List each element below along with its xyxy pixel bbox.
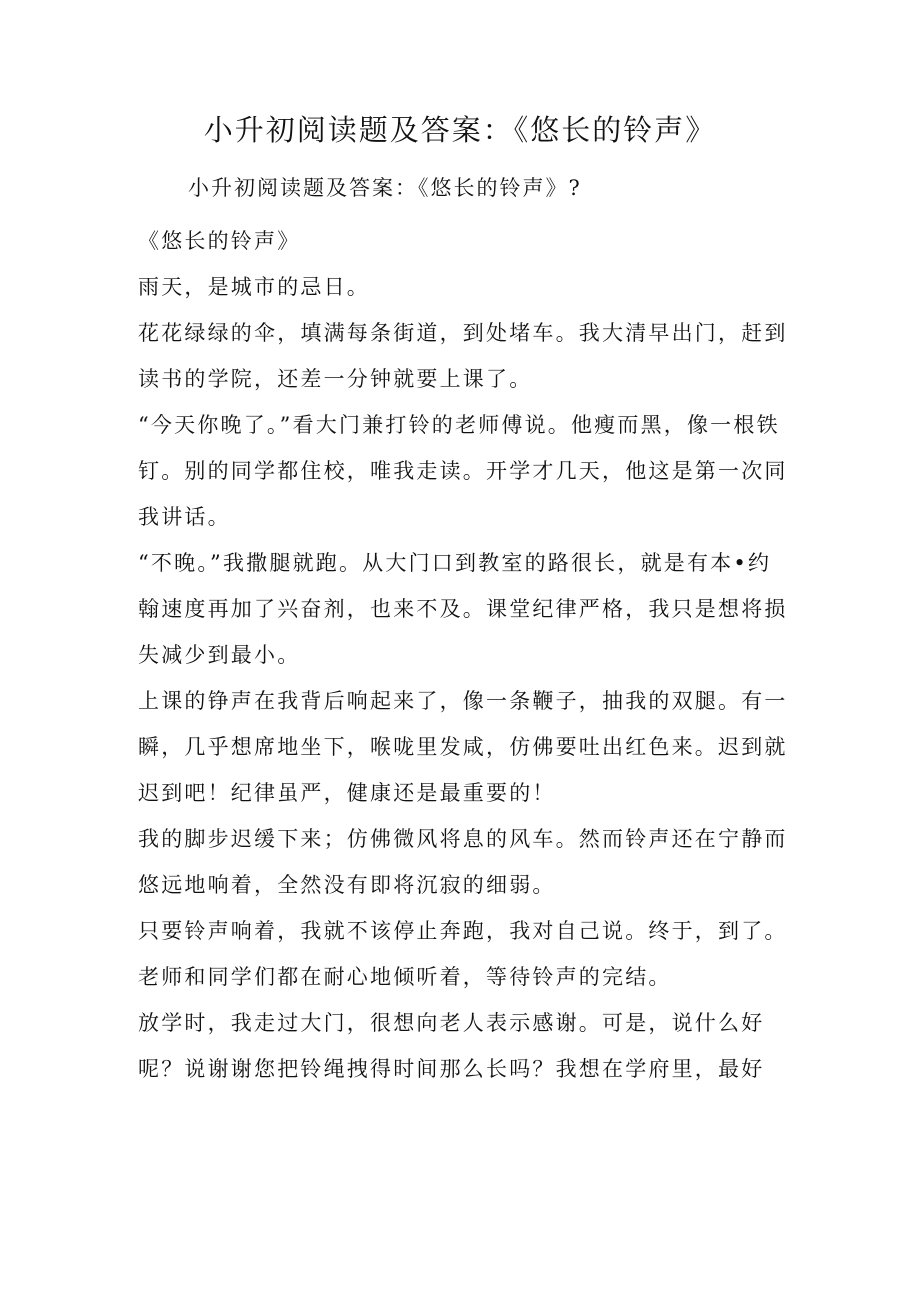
paragraph: 我的脚步迟缓下来；仿佛微风将息的风车。然而铃声还在宁静而悠远地响着，全然没有即将沉寂的细弱。 bbox=[138, 827, 788, 897]
paragraph: 只要铃声响着，我就不该停止奔跑，我对自己说。终于，到了。 bbox=[138, 919, 788, 943]
paragraph: 花花绿绿的伞，填满每条街道，到处堵车。我大清早出门，赶到读书的学院，还差一分钟就要上课了。 bbox=[138, 321, 788, 391]
paragraph: 上课的铮声在我背后响起来了，像一条鞭子，抽我的双腿。有一瞬，几乎想席地坐下，喉咙里发咸，仿佛要吐出红色来。迟到就迟到吧！纪律虽严，健康还是最重要的！ bbox=[138, 689, 788, 805]
paragraph: “今天你晚了。”看大门兼打铃的老师傅说。他瘦而黑，像一根铁钉。别的同学都住校，唯我走读。开学才几天，他这是第一次同我讲话。 bbox=[138, 413, 788, 529]
document-body bbox=[138, 218, 788, 1092]
paragraph: 放学时，我走过大门，很想向老人表示感谢。可是，说什么好呢？说谢谢您把铃绳拽得时间那么长吗？我想在学府里，最好 bbox=[138, 1011, 765, 1081]
paragraph: 老师和同学们都在耐心地倾听着，等待铃声的完结。 bbox=[138, 965, 672, 989]
paragraph: 雨天，是城市的忌日。 bbox=[138, 275, 370, 299]
paragraph-article-title: 《悠长的铃声》 bbox=[138, 229, 301, 253]
paragraph: “不晚。”我撒腿就跑。从大门口到教室的路很长，就是有本•约翰速度再加了兴奋剂，也来不及。课堂纪律严格，我只是想将损失减少到最小。 bbox=[138, 551, 788, 667]
document-subtitle: 小升初阅读题及答案：《悠长的铃声》? bbox=[188, 176, 582, 200]
document-title: 小升初阅读题及答案：《悠长的铃声》 bbox=[203, 113, 717, 147]
